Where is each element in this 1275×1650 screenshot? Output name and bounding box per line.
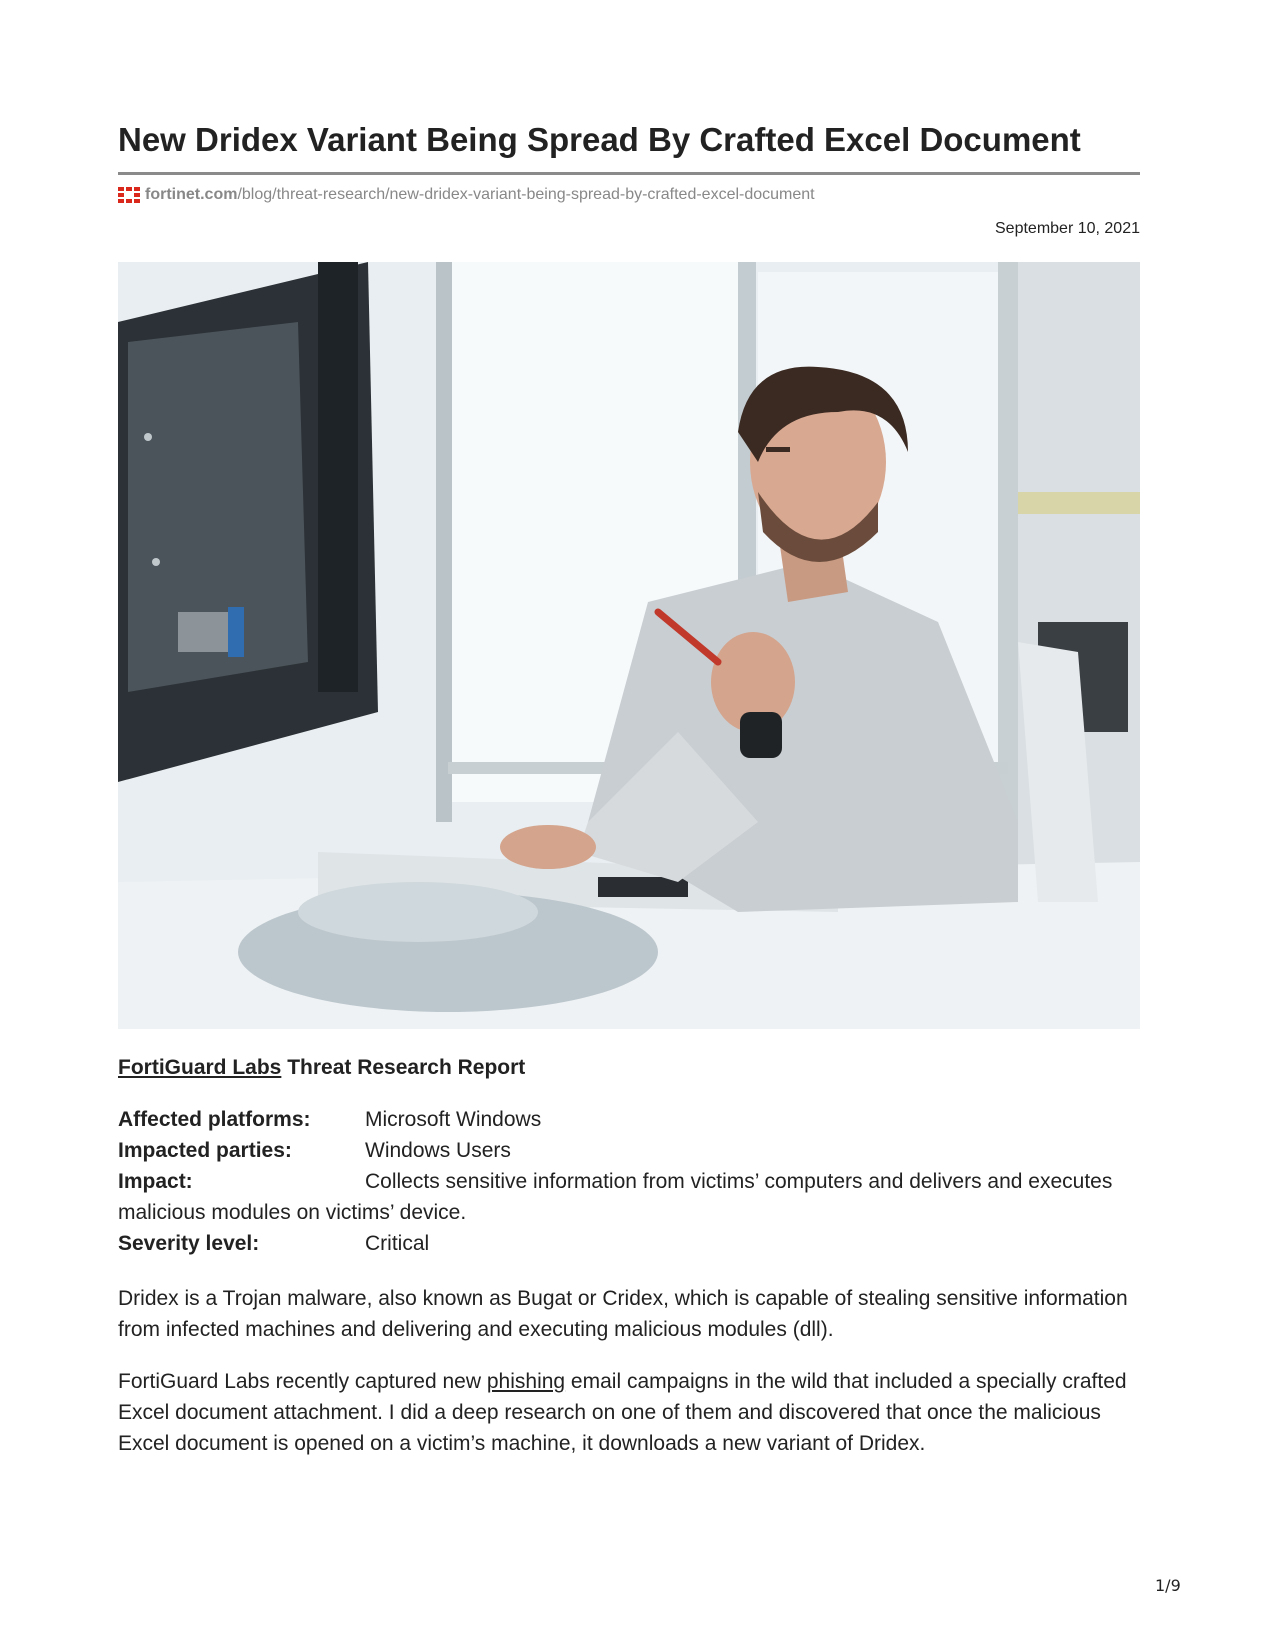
source-path: /blog/threat-research/new-dridex-variant-being-spread-by-crafted-excel-document — [237, 186, 815, 203]
article-title: New Dridex Variant Being Spread By Crafted Excel Document — [118, 121, 1081, 158]
fortiguard-labs-link[interactable]: FortiGuard Labs — [118, 1056, 282, 1079]
meta-key: Severity level: — [118, 1232, 260, 1255]
source-link[interactable] — [118, 185, 815, 205]
meta-value: Collects sensitive information from victims’ computers and delivers and executes malicious modules on victims’ device. — [118, 1170, 1113, 1224]
report-heading — [118, 1054, 525, 1082]
meta-row-severity — [118, 1228, 1140, 1259]
meta-key: Affected platforms: — [118, 1108, 311, 1131]
publish-date: September 10, 2021 — [995, 220, 1140, 237]
report-heading-text: Threat Research Report — [281, 1056, 526, 1079]
meta-key: Impacted parties: — [118, 1139, 292, 1162]
fortinet-logo-icon — [118, 187, 140, 203]
paragraph-text: FortiGuard Labs recently captured new — [118, 1370, 487, 1393]
meta-value: Microsoft Windows — [365, 1108, 542, 1131]
meta-value: Windows Users — [365, 1139, 511, 1162]
phishing-link[interactable]: phishing — [486, 1370, 566, 1393]
meta-value: Critical — [365, 1232, 430, 1255]
paragraph-intro: Dridex is a Trojan malware, also known as Bugat or Cridex, which is capable of stealing sensitive information from infected machines and delivering and executing malicious modules (dll). — [118, 1287, 1128, 1341]
threat-summary — [118, 1104, 1140, 1259]
meta-key: Impact: — [118, 1170, 193, 1193]
paragraph-text: email campaigns in the wild that included a specially crafted Excel document attachment. I did a deep research on one of them and discovered that once the malicious Excel document is opened on a victim’s machine, it downloads a new variant of Dridex. — [118, 1370, 1127, 1455]
title-divider — [118, 172, 1140, 175]
meta-row-impact — [118, 1166, 1140, 1228]
source-domain: fortinet.com — [145, 186, 238, 203]
meta-row-parties — [118, 1135, 1140, 1166]
page-number: 1/9 — [1155, 1576, 1181, 1595]
paragraph-phishing — [118, 1366, 1140, 1459]
meta-row-platforms — [118, 1104, 1140, 1135]
hero-image — [118, 262, 1140, 1029]
